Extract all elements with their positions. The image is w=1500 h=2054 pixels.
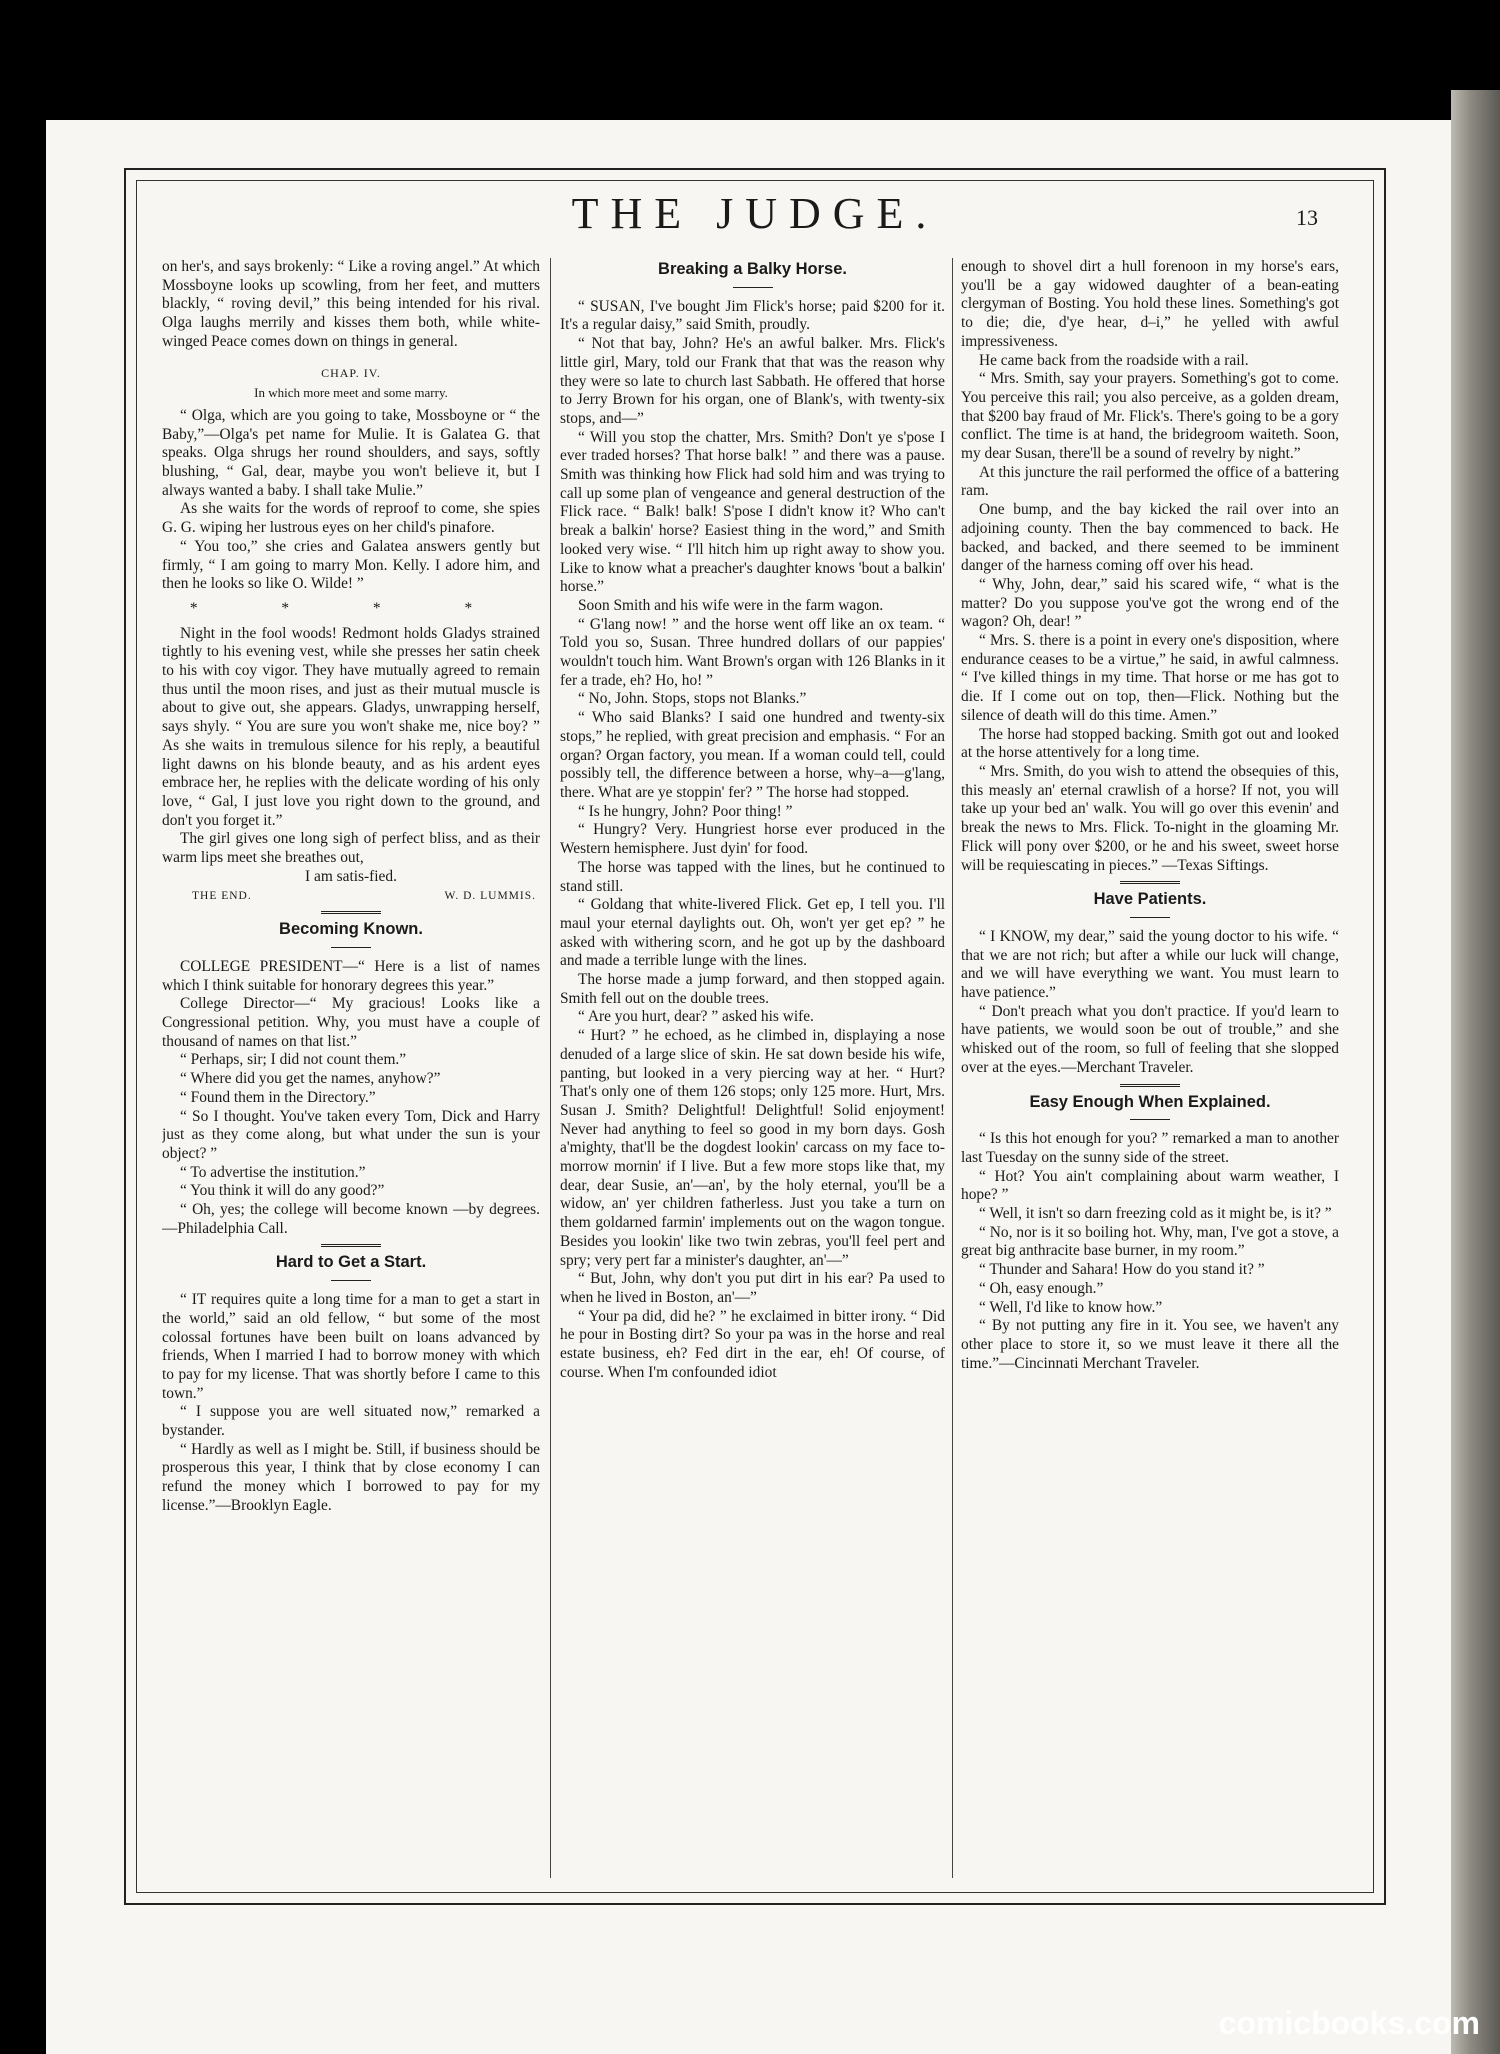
story-continuation: on her's, and says brokenly: “ Like a roving angel.” At which Mossboyne looks up scowling, from her feet, and mutters blackly, “ roving devil,” this being intended for his rival. Olga laughs merrily and kisses them both, while white-winged Peace comes down on things in general. (162, 258, 540, 350)
paragraph: Night in the fool woods! Redmont holds Gladys strained tightly to his evening vest, while she presses her satin cheek to his with coy vigor. They have mutually agreed to remain thus until the moon rises, and just as their mutual muscle is about to give out, she appears. Gladys, unwrapping herself, says shyly. “ You are sure you won't shake me, nice boy? ” As she waits in tremulous silence for his reply, a beautiful light dawns on his blonde beauty, and as his ardent eyes embrace her, he replies with the delicate wording of his only love, “ Gal, I just love you right down to the ground, and don't you forget it.” (162, 624, 540, 829)
paragraph: “ Hot? You ain't complaining about warm weather, I hope? ” (961, 1167, 1339, 1204)
article-title-have-patients: Have Patients. (1093, 890, 1207, 909)
site-watermark: comicbooks.com (1218, 2005, 1480, 2041)
paragraph: “ Perhaps, sir; I did not count them.” (180, 1051, 407, 1069)
the-end-label: THE END. (192, 889, 252, 902)
article-title-hard-to-get-a-start: Hard to Get a Start. (275, 1253, 427, 1272)
section-rule (321, 911, 381, 914)
paragraph: “ Olga, which are you going to take, Mossboyne or “ the Baby,”—Olga's pet name for Mulie. It is Galatea G. that speaks. Olga shrugs her round shoulders, and says, softly blushing, “ Gal, dear, maybe you won't believe it, but I always wanted a baby. I shall take Mulie.” (162, 406, 540, 499)
paragraph: “ Found them in the Directory.” (180, 1088, 376, 1106)
paragraph: “ Hungry? Very. Hungriest horse ever produced in the Western hemisphere. Just dyin' for food. (560, 821, 945, 858)
column-divider-2 (952, 258, 953, 1878)
paragraph: “ Mrs. S. there is a point in every one's disposition, where endurance ceases to be a virtue,” he said, in awful calmness. “ I've killed things in my time. That horse or me has got to die. If I come out on top, then—Flick. Nothing but the silence of death will do this time. Amen.” (961, 632, 1339, 724)
paragraph: “ Will you stop the chatter, Mrs. Smith? Don't ye s'pose I ever traded horses? That horse balk! ” and there was a pause. Smith was thinking how Flick had sold him and was trying to call up some plan of vengeance and general destruction of the Flick race. “ Balk! balk! S'pose I didn't know it? Who can't break a balkin' horse? Easiest thing in the word,” and Smith looked very wise. “ I'll hitch him up right away to show you. Like to know what a preacher's daughter knows 'bout a balkin' horse.” (560, 428, 945, 596)
paragraph: The girl gives one long sigh of perfect bliss, and as their warm lips meet she breathes out, (162, 830, 540, 867)
paragraph: “ I KNOW, my dear,” said the young doctor to his wife. “ that we are not rich; but after a while our luck will change, and we will have everything we want. You must learn to have patience.” (961, 927, 1339, 1002)
column-2 (560, 258, 945, 1880)
section-rule (1120, 881, 1180, 884)
paragraph: I am satis-fied. (305, 867, 397, 885)
title-underline (1130, 1119, 1170, 1120)
paragraph: “ SUSAN, I've bought Jim Flick's horse; paid $200 for it. It's a regular daisy,” said Smith, proudly. (560, 297, 945, 334)
paragraph: “ Hurt? ” he echoed, as he climbed in, displaying a nose denuded of a large slice of skin. He sat down beside his wife, panting, but looked in a very piercing way at her. “ Hurt? That's only one of them 126 stops; only 125 more. Hurt, Mrs. Susan J. Smith? Delightful! Delightful! Solid enjoyment! Never had anything to feel so good in my born days. Gosh a'mighty, that'll be the dogdest lookin' carcass on my face to-morrow mornin' if I live. But a few more stops like that, my dear, dear Susie, an'—an', by the holy eternal, you'll be a widow, an' yer children fatherless. Just you take a turn on them goldarned farmin' implements out on the wagon tongue. Besides you lookin' like two twin zebras, you'll feel pert and spry; very pert far a minister's daughter, an'—” (560, 1027, 945, 1269)
column-3 (961, 258, 1339, 1880)
paragraph: “ Mrs. Smith, say your prayers. Something's got to come. You perceive this rail; you also perceive, as a golden dream, that $200 bay fraud of Mr. Flick's. There's going to be a gory conflict. The time is at hand, the bridegroom waiteth. Soon, my dear Susan, there'll be a sound of revelry by night.” (961, 370, 1339, 463)
paragraph: One bump, and the bay kicked the rail over into an adjoining county. Then the bay commenced to back. He backed, and backed, and there seemed to be imminent danger of the harness coming off over his head. (961, 501, 1339, 575)
paragraph: The horse had stopped backing. Smith got out and looked at the horse attentively for a long time. (961, 725, 1339, 762)
article-title-balky-horse: Breaking a Balky Horse. (658, 260, 847, 278)
paragraph: “ To advertise the institution.” (180, 1163, 366, 1181)
masthead-title: THE JUDGE. (571, 189, 939, 238)
paragraph: “ Not that bay, John? He's an awful balker. Mrs. Flick's little girl, Mary, told our Frank that that was the reason why they were so late to church last Sabbath. He offered that horse to Jerry Brown for his organ, one of Blank's, with twenty-six stops, and—” (560, 335, 945, 427)
paragraph: “ Oh, easy enough.” (979, 1279, 1104, 1297)
paragraph: “ No, nor is it so boiling hot. Why, man, I've got a stove, a great big anthracite base burner, in my room.” (961, 1223, 1339, 1260)
paragraph: “ I suppose you are well situated now,” remarked a bystander. (162, 1403, 540, 1440)
paragraph: “ G'lang now! ” and the horse went off like an ox team. “ Told you so, Susan. Three hundred dollars of our pappies' wouldn't touch him. Want Brown's organ with 126 Blanks in it fer a trade, eh? Ho, ho! ” (560, 615, 945, 689)
section-rule (321, 1244, 381, 1247)
paragraph: “ Why, John, dear,” said his scared wife, “ what is the matter? Do you suppose you've got the wrong end of the wagon? Oh, dear! ” (961, 575, 1339, 631)
section-rule (1120, 1084, 1180, 1087)
paragraph: He came back from the roadside with a rail. (979, 351, 1249, 369)
paragraph: “ So I thought. You've taken every Tom, Dick and Harry just as they come along, but what under the sun is your object? ” (162, 1107, 540, 1162)
page-number: 13 (1296, 205, 1318, 230)
article-title-easy-enough: Easy Enough When Explained. (1029, 1092, 1271, 1111)
title-underline (733, 287, 773, 288)
paragraph: “ You too,” she cries and Galatea answers gently but firmly, “ I am going to marry Mon. Kelly. I adore him, and then he looks so like O. Wilde! ” (162, 537, 540, 593)
chapter-heading: CHAP. IV. (321, 365, 381, 380)
paragraph: The horse made a jump forward, and then stopped again. Smith fell out on the double trees. (560, 971, 945, 1007)
paragraph: “ Hardly as well as I might be. Still, if business should be prosperous this year, I think that by close economy I can refund the money which I borrowed to pay for my license.”—Brooklyn Eagle. (162, 1440, 540, 1514)
paragraph: “ You think it will do any good?” (180, 1182, 385, 1200)
paragraph: “ Well, it isn't so darn freezing cold as it might be, is it? ” (979, 1205, 1332, 1223)
book-spine (1451, 90, 1500, 2054)
paragraph: “ Oh, yes; the college will become known —by degrees.—Philadelphia Call. (162, 1201, 540, 1237)
title-underline (331, 1280, 371, 1281)
paragraph: “ Your pa did, did he? ” he exclaimed in bitter irony. “ Did he pour in Bosting dirt? So your pa was in the horse and real estate business, eh? Fed dirt in the ear, eh! Of course, of course. When I'm confounded idiot (560, 1307, 945, 1381)
paragraph: “ Where did you get the names, anyhow?” (180, 1070, 441, 1088)
paragraph: “ But, John, why don't you put dirt in his ear? Pa used to when he lived in Boston, an'—” (560, 1270, 945, 1306)
paragraph: College Director—“ My gracious! Looks like a Congressional petition. Why, you must have a couple of thousand of names on that list.” (162, 995, 540, 1050)
article-title-becoming-known: Becoming Known. (279, 920, 423, 939)
paragraph: “ Is he hungry, John? Poor thing! ” (578, 802, 793, 820)
title-underline (331, 947, 371, 948)
paragraph: The horse was tapped with the lines, but he continued to stand still. (560, 858, 945, 895)
paragraph: “ Is this hot enough for you? ” remarked a man to another last Tuesday on the sunny side of the street. (961, 1130, 1339, 1166)
paragraph: “ Are you hurt, dear? ” asked his wife. (578, 1008, 814, 1026)
paragraph: “ Thunder and Sahara! How do you stand it? ” (979, 1261, 1265, 1279)
section-break-stars: * * * * (189, 599, 513, 617)
paragraph: “ By not putting any fire in it. You see, we haven't any other place to store it, so we must leave it there all the time.”—Cincinnati Merchant Traveler. (961, 1317, 1339, 1372)
column-divider-1 (550, 258, 551, 1878)
paragraph: “ Well, I'd like to know how.” (979, 1298, 1163, 1316)
column-1 (162, 258, 540, 1880)
paragraph: “ Goldang that white-livered Flick. Get ep, I tell you. I'll maul your eternal daylights out. Oh, won't yer get ep? ” he asked with withering scorn, and he got up by the dashboard and made a terrible lunge with the lines. (560, 896, 945, 970)
paragraph: Soon Smith and his wife were in the farm wagon. (578, 596, 884, 614)
chapter-subtitle: In which more meet and some marry. (254, 385, 448, 401)
author-name: W. D. LUMMIS. (444, 889, 536, 902)
story-byline (162, 887, 540, 906)
story-continuation: enough to shovel dirt a hull forenoon in my horse's ears, you'll be a gay widowed daughter of a bean-eating clergyman of Bosting. You hold these lines. Something's got to die; die, d'ye hear, d–i,” he yelled with awful impressiveness. (961, 258, 1339, 350)
paragraph: At this juncture the rail performed the office of a battering ram. (961, 463, 1339, 500)
paragraph: COLLEGE PRESIDENT—“ Here is a list of names which I think suitable for honorary degrees this year.” (162, 957, 540, 994)
paragraph: “ No, John. Stops, stops not Blanks.” (578, 690, 807, 708)
paragraph: “ IT requires quite a long time for a man to get a start in the world,” said an old fellow, “ but some of the most colossal fortunes have been built on loans advanced by friends, When I married I had to borrow money with which to pay for my license. That was shortly before I came to this town.” (162, 1291, 540, 1402)
paragraph: “ Don't preach what you don't practice. If you'd learn to have patients, we would soon be out of trouble,” and she whisked out of the room, so full of feeling that she slopped over at the eyes.—Merchant Traveler. (961, 1002, 1339, 1076)
paragraph: “ Who said Blanks? I said one hundred and twenty-six stops,” he replied, with great precision and emphasis. “ For an organ? Organ factory, you mean. If a woman could tell, could possibly tell, the difference between a horse, why–a—g'lang, there. What are ye stoppin' fer? ” The horse had stopped. (560, 709, 945, 801)
paragraph: “ Mrs. Smith, do you wish to attend the obsequies of this, this measly an' eternal crawlish of a horse? If not, you will take up your bed an' walk. You will go over this evenin' and break the news to Mrs. Flick. To-night in the gloaming Mr. Flick will pony over $200, or he and his sweet, sweet horse will be requiescating in pieces.” —Texas Siftings. (961, 762, 1339, 874)
title-underline (1130, 917, 1170, 918)
paragraph: As she waits for the words of reproof to come, she spies G. G. wiping her lustrous eyes on her child's pinafore. (162, 500, 540, 537)
